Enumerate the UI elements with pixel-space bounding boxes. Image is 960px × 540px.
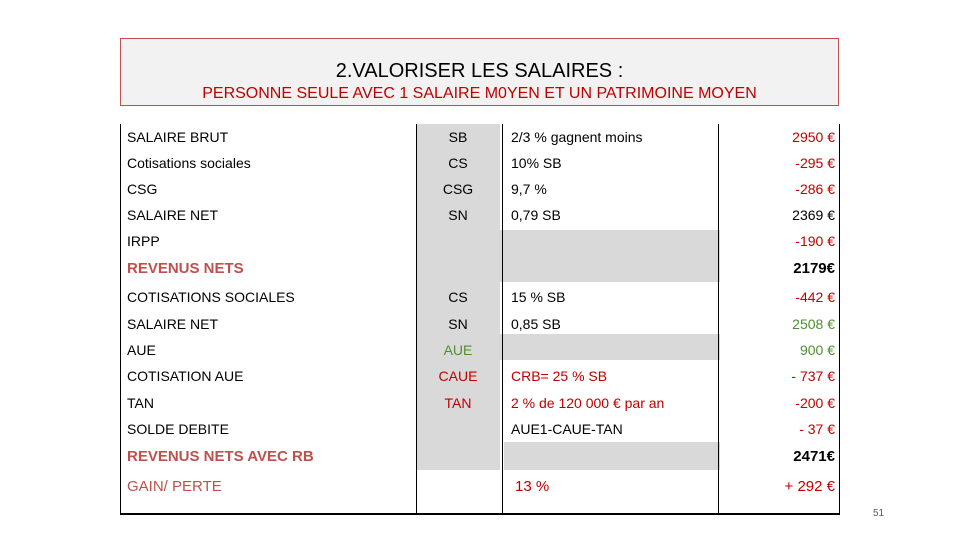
table-row <box>120 416 840 442</box>
title-box <box>120 38 839 106</box>
page-number: 51 <box>873 508 885 519</box>
row-code: SB <box>448 129 468 145</box>
row-label: CSG <box>127 181 158 197</box>
row-desc: 2 % de 120 000 € par an <box>511 395 665 411</box>
row-value: 2471€ <box>793 448 835 465</box>
row-label: AUE <box>127 342 156 358</box>
row-value: 2950 € <box>792 129 835 145</box>
salary-table <box>120 124 840 515</box>
table-row <box>120 256 840 282</box>
row-value: 900 € <box>799 342 835 358</box>
row-code: CS <box>448 155 468 171</box>
row-desc: AUE1-CAUE-TAN <box>511 421 623 437</box>
row-code: SN <box>448 207 468 223</box>
row-label: TAN <box>127 395 154 411</box>
row-desc: 0,79 SB <box>511 207 561 223</box>
row-value: - 37 € <box>799 421 835 437</box>
row-desc: 10% SB <box>511 155 562 171</box>
row-label: SALAIRE NET <box>127 207 219 223</box>
table-row <box>120 176 840 202</box>
table-row <box>120 337 840 363</box>
page-subtitle: PERSONNE SEULE AVEC 1 SALAIRE M0YEN ET UN PATRIMOINE MOYEN <box>202 85 757 102</box>
row-value: -442 € <box>795 289 835 305</box>
row-desc: 9,7 % <box>511 181 547 197</box>
row-code: CSG <box>442 181 474 197</box>
row-label: GAIN/ PERTE <box>127 478 222 495</box>
row-desc: 0,85 SB <box>511 316 561 332</box>
row-code: SN <box>448 316 468 332</box>
row-code: AUE <box>443 342 473 358</box>
row-desc: 13 % <box>515 478 550 495</box>
row-value: -190 € <box>795 233 835 249</box>
table-row <box>120 124 840 150</box>
table-row <box>120 390 840 416</box>
table-row <box>120 474 840 500</box>
page-title: 2.VALORISER LES SALAIRES : <box>335 60 624 82</box>
table-row <box>120 202 840 228</box>
row-label: COTISATION AUE <box>127 368 244 384</box>
row-label: SALAIRE NET <box>127 316 219 332</box>
row-value: 2369 € <box>792 207 835 223</box>
row-value: -295 € <box>795 155 835 171</box>
row-label: SOLDE DEBITE <box>127 421 229 437</box>
row-value: 2179€ <box>793 260 835 277</box>
row-desc: 15 % SB <box>511 289 566 305</box>
row-desc: 2/3 % gagnent moins <box>511 129 643 145</box>
row-label: REVENUS NETS AVEC RB <box>127 448 314 465</box>
table-row <box>120 311 840 337</box>
row-value: + 292 € <box>784 478 835 495</box>
row-label: Cotisations sociales <box>127 155 251 171</box>
row-label: SALAIRE BRUT <box>127 129 229 145</box>
row-label: COTISATIONS SOCIALES <box>127 289 295 305</box>
table-row <box>120 363 840 389</box>
table-row <box>120 228 840 254</box>
row-code: CS <box>448 289 468 305</box>
row-code: TAN <box>444 395 472 411</box>
row-value: -286 € <box>795 181 835 197</box>
table-row <box>120 150 840 176</box>
row-desc: CRB= 25 % SB <box>511 368 608 384</box>
table-row <box>120 284 840 310</box>
row-value: -200 € <box>795 395 835 411</box>
row-code: CAUE <box>438 368 478 384</box>
row-label: REVENUS NETS <box>127 260 244 277</box>
row-value: - 737 € <box>791 368 835 384</box>
row-label: IRPP <box>127 233 160 249</box>
row-value: 2508 € <box>792 316 835 332</box>
table-row <box>120 444 840 470</box>
